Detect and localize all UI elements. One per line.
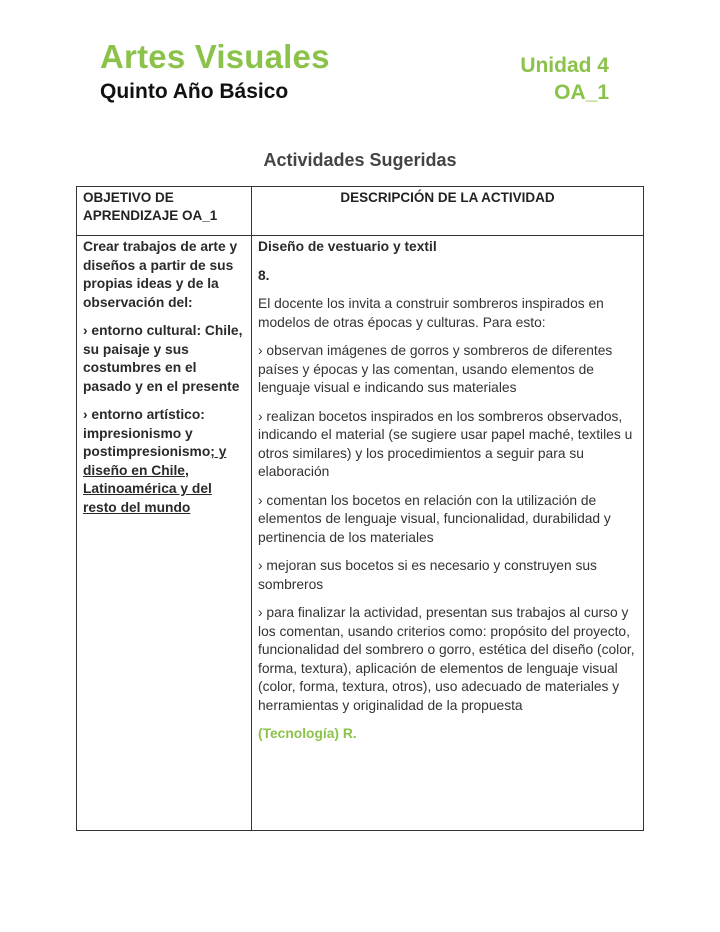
column-header-description: DESCRIPCIÓN DE LA ACTIVIDAD bbox=[252, 187, 644, 236]
objective-item-cultural: › entorno cultural: Chile, su paisaje y sus costumbres en el pasado y en el presente bbox=[83, 323, 243, 394]
activity-step: › mejoran sus bocetos si es necesario y construyen sus sombreros bbox=[258, 558, 597, 592]
objective-intro: Crear trabajos de arte y diseños a partir de sus propias ideas y de la observación del: bbox=[83, 239, 238, 310]
unit-label: Unidad 4 bbox=[520, 54, 609, 77]
section-title: Actividades Sugeridas bbox=[263, 150, 457, 170]
objective-item-artistic-underlined: ; y diseño en Chile, Latinoamérica y del resto del mundo bbox=[83, 444, 227, 515]
objective-item-artistic bbox=[83, 406, 245, 517]
subject-title: Artes Visuales bbox=[100, 38, 330, 75]
activity-step: › observan imágenes de gorros y sombreros de diferentes países y épocas y las comentan, usando elementos de lenguaje visual e indicando sus materiales bbox=[258, 343, 613, 395]
activity-step: › realizan bocetos inspirados en los sombreros observados, indicando el material (se sugiere usar papel maché, textiles u otros similares) y los procedimientos a seguir para su elaboración bbox=[258, 408, 633, 479]
column-header-objective: OBJETIVO DE APRENDIZAJE OA_1 bbox=[77, 187, 252, 236]
activities-table bbox=[76, 186, 644, 831]
activity-step: › para finalizar la actividad, presentan sus trabajos al curso y los comentan, usando criterios como: propósito del proyecto, funcionalidad del sombrero o gorro, estética del diseño (color, forma, textura), aplicación de elementos de lenguaje visual (color, forma, textura, otros), uso adecuado de materiales y herramientas y originalidad de la propuesta bbox=[258, 605, 635, 713]
objective-cell bbox=[77, 236, 252, 831]
table-header-row bbox=[77, 187, 644, 236]
activity-intro: El docente los invita a construir sombreros inspirados en modelos de otras épocas y culturas. Para esto: bbox=[258, 296, 604, 330]
description-cell bbox=[252, 236, 644, 831]
objective-item-artistic-text: › entorno artístico: impresionismo y postimpresionismo bbox=[83, 407, 211, 459]
activity-number: 8. bbox=[258, 267, 270, 283]
cross-reference: (Tecnología) R. bbox=[258, 726, 357, 741]
activity-title: Diseño de vestuario y textil bbox=[258, 239, 437, 254]
objective-code: OA_1 bbox=[554, 81, 609, 104]
grade-label: Quinto Año Básico bbox=[100, 80, 289, 103]
activity-step: › comentan los bocetos en relación con la utilización de elementos de lenguaje visual, funcionalidad, durabilidad y pertinencia de los materiales bbox=[258, 492, 611, 545]
table-row bbox=[77, 236, 644, 831]
